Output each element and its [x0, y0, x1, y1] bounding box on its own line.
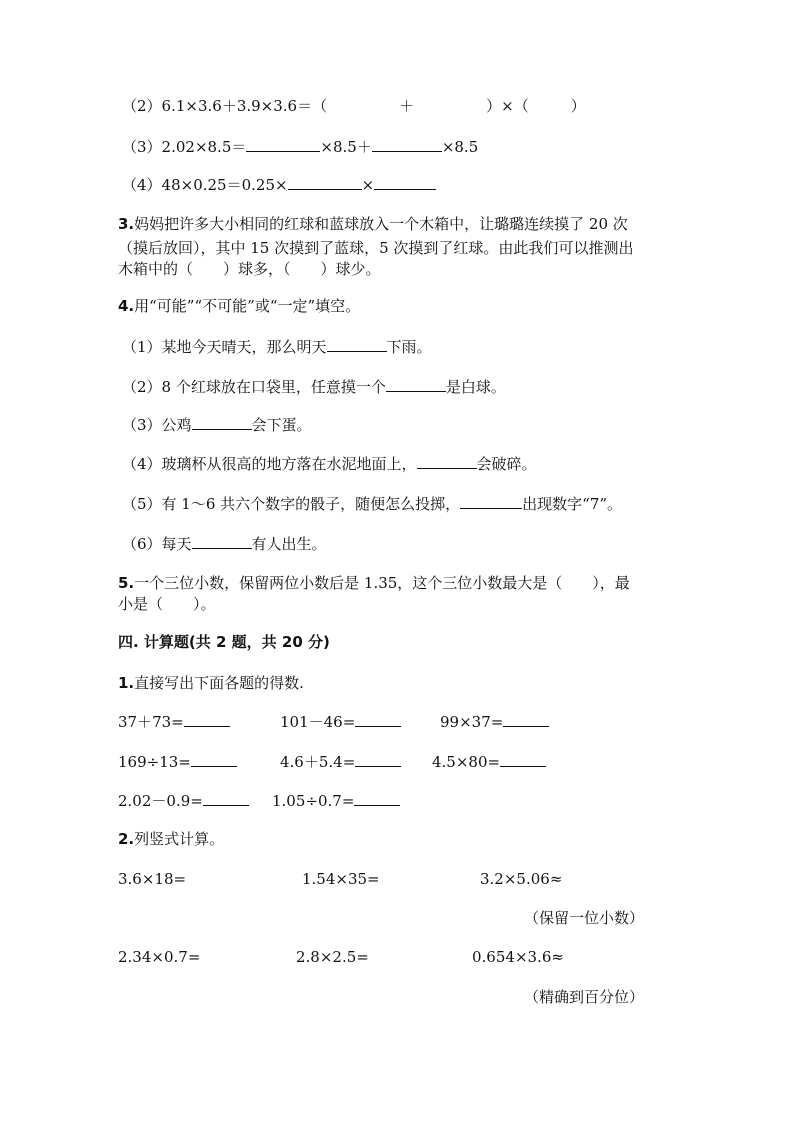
q2-part4 — [122, 175, 436, 195]
q4-item-text: 下雨。 — [386, 338, 432, 356]
q4-text: 用“可能”“不可能”或“一定”填空。 — [134, 297, 361, 315]
calc2-expression: 3.6×18= — [118, 870, 187, 888]
q4-item — [122, 415, 312, 435]
q2-part2-times: ）×（ — [486, 97, 529, 115]
q4-item-text: 有人出生。 — [251, 535, 327, 553]
answer-blank[interactable] — [184, 712, 230, 727]
q4-item-text: （2）8 个红球放在口袋里，任意摸一个 — [122, 378, 386, 396]
question-number: 3. — [118, 215, 135, 233]
calc2-expression: 1.54×35= — [302, 870, 380, 888]
q4-item-text: 会下蛋。 — [251, 416, 312, 434]
q4-item — [122, 337, 432, 357]
calc1-title — [118, 673, 304, 693]
q4-item-text: （6）每天 — [122, 535, 192, 553]
calc2-text: 列竖式计算。 — [134, 830, 225, 848]
q4-item — [122, 534, 327, 554]
q4-item-text: 是白球。 — [445, 378, 506, 396]
calc1-item — [118, 791, 249, 811]
calc1-item — [272, 791, 400, 811]
question-number: 1. — [118, 674, 135, 692]
answer-blank[interactable] — [203, 791, 249, 806]
q4-item-text: （1）某地今天晴天，那么明天 — [122, 338, 327, 356]
q4-item-text: （3）公鸡 — [122, 416, 192, 434]
q4-item-text: （4）玻璃杯从很高的地方落在水泥地面上， — [122, 455, 417, 473]
q2-part4-times: × — [361, 176, 375, 194]
q4-item — [122, 494, 622, 514]
q3-text: 妈妈把许多大小相同的红球和蓝球放入一个木箱中，让璐璐连续摸了 20 次 — [134, 215, 628, 233]
q5-line2: 小是（ ）。 — [118, 595, 216, 613]
answer-blank[interactable] — [246, 137, 320, 152]
calc1-item — [280, 712, 401, 732]
calc2-expression: 0.654×3.6≈ — [472, 948, 564, 966]
q3-line1 — [118, 214, 628, 234]
answer-blank[interactable] — [460, 494, 522, 509]
answer-blank[interactable] — [354, 791, 400, 806]
answer-blank[interactable] — [417, 454, 477, 469]
q5-text: 一个三位小数，保留两位小数后是 1.35，这个三位小数最大是（ ），最 — [134, 574, 630, 592]
answer-blank[interactable] — [386, 377, 446, 392]
q3-line3: 木箱中的（ ）球多，（ ）球少。 — [118, 260, 381, 278]
calc1-expression: 99×37= — [440, 713, 504, 731]
q2-part3-expression: （3）2.02×8.5＝ — [122, 138, 247, 156]
calc1-expression: 101－46= — [280, 713, 356, 731]
q2-part3 — [122, 137, 478, 157]
q4-item — [122, 377, 506, 397]
question-number: 2. — [118, 830, 135, 848]
calc2-expression: 2.8×2.5= — [296, 948, 369, 966]
answer-blank[interactable] — [191, 752, 237, 767]
q4-title — [118, 296, 360, 316]
calc2-note: （精确到百分位） — [524, 988, 645, 1006]
q2-part2-plus: ＋ — [399, 97, 415, 115]
q4-item-text: 出现数字“7”。 — [522, 495, 623, 513]
calc1-expression: 169÷13= — [118, 753, 191, 771]
answer-blank[interactable] — [500, 752, 546, 767]
q2-part2-expression: （2）6.1×3.6＋3.9×3.6＝（ — [122, 97, 328, 115]
calc1-item — [440, 712, 549, 732]
q4-item — [122, 454, 537, 474]
calc2-expression: 3.2×5.06≈ — [480, 870, 563, 888]
calc1-expression: 1.05÷0.7= — [272, 792, 355, 810]
q3-line2: （摸后放回），其中 15 次摸到了蓝球，5 次摸到了红球。由此我们可以推测出 — [118, 239, 634, 257]
calc1-item — [118, 712, 230, 732]
q2-part3-end: ×8.5 — [441, 138, 479, 156]
answer-blank[interactable] — [327, 337, 387, 352]
calc1-item — [432, 752, 546, 772]
answer-blank[interactable] — [192, 415, 252, 430]
calc1-expression: 2.02－0.9= — [118, 792, 203, 810]
calc1-expression: 37＋73= — [118, 713, 184, 731]
q2-part2 — [122, 96, 586, 116]
calc1-expression: 4.5×80= — [432, 753, 501, 771]
q5-line1 — [118, 573, 630, 593]
answer-blank[interactable] — [192, 534, 252, 549]
answer-blank[interactable] — [355, 752, 401, 767]
answer-blank[interactable] — [503, 712, 549, 727]
answer-blank[interactable] — [374, 175, 436, 190]
calc1-item — [280, 752, 401, 772]
answer-blank[interactable] — [288, 175, 362, 190]
calc1-item — [118, 752, 237, 772]
calc2-expression: 2.34×0.7= — [118, 948, 201, 966]
calc2-note: （保留一位小数） — [524, 909, 645, 927]
question-number: 5. — [118, 574, 135, 592]
q2-part2-close: ） — [570, 97, 586, 115]
answer-blank[interactable] — [355, 712, 401, 727]
q2-part3-middle: ×8.5＋ — [320, 138, 372, 156]
answer-blank[interactable] — [372, 137, 442, 152]
section-title: 四. 计算题(共 2 题，共 20 分) — [118, 633, 330, 651]
q4-item-text: 会破碎。 — [476, 455, 537, 473]
calc1-expression: 4.6＋5.4= — [280, 753, 356, 771]
q2-part4-expression: （4）48×0.25＝0.25× — [122, 176, 288, 194]
calc1-text: 直接写出下面各题的得数. — [134, 674, 304, 692]
q4-item-text: （5）有 1～6 共六个数字的骰子，随便怎么投掷， — [122, 495, 461, 513]
question-number: 4. — [118, 297, 135, 315]
calc2-title — [118, 829, 224, 849]
